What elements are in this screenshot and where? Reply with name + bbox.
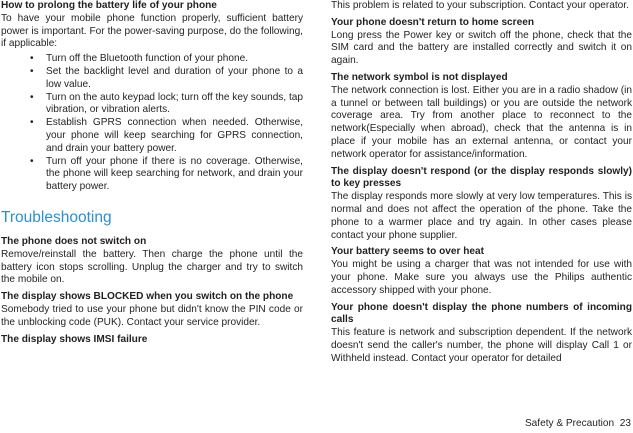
imsi-heading: The display shows IMSI failure bbox=[1, 333, 148, 345]
section-title-troubleshooting: Troubleshooting bbox=[1, 208, 112, 226]
incoming-text: This feature is network and subscription dependent. If the network doesn't send the caller's number, the phone will display Call 1 or Withheld instead. Contact your operator for detailed bbox=[331, 327, 632, 364]
heat-text: You might be using a charger that was not intended for use with your phone. Make sure you always use the Philips authentic accessory shipped with your phone. bbox=[331, 259, 632, 296]
display-text: The display responds more slowly at very low temperatures. This is normal and does not affect the operation of the phone. Take the phone to a warmer place and try again. In other cases please contact your phone supplier. bbox=[331, 191, 632, 241]
left-column bbox=[1, 0, 303, 346]
battery-heading: How to prolong the battery life of your phone bbox=[1, 0, 217, 11]
right-column bbox=[331, 0, 632, 366]
blocked-heading: The display shows BLOCKED when you switch on the phone bbox=[1, 291, 294, 303]
network-text: The network connection is lost. Either you are in a radio shadow (in a tunnel or between tall buildings) or you are outside the network coverage area. Try from another place to reconnect to the network(Especially when abroad), check that the antenna is in place if your mobile has an external antenna, or contact your network operator for assistance/information. bbox=[331, 84, 632, 160]
list-item: • Turn off the Bluetooth function of your phone. bbox=[1, 53, 303, 66]
no-switch-on-text: Remove/reinstall the battery. Then charge the phone until the battery icon stops scrolling. Unplug the charger and try to switch the mobile on. bbox=[1, 248, 303, 286]
incoming-heading: Your phone doesn't display the phone numbers of incoming calls bbox=[331, 301, 632, 326]
home-screen-heading: Your phone doesn't return to home screen bbox=[331, 16, 534, 28]
list-item: • Turn on the auto keypad lock; turn off the key sounds, tap vibration, or vibration alerts. bbox=[1, 92, 303, 118]
home-screen-text: Long press the Power key or switch off the phone, check that the SIM card and the battery are installed correctly and switch it on again. bbox=[331, 29, 632, 67]
heat-heading: Your battery seems to over heat bbox=[331, 246, 484, 258]
display-heading: The display doesn't respond (or the display responds slowly) to key presses bbox=[331, 165, 632, 190]
battery-intro: To have your mobile phone function properly, sufficient battery power is important. For the power-saving purpose, do the following, if applicable: bbox=[1, 12, 303, 50]
network-heading: The network symbol is not displayed bbox=[331, 71, 508, 83]
battery-tips-list bbox=[1, 53, 303, 194]
list-item: • Establish GPRS connection when needed. Otherwise, your phone will keep searching for GPRS connection, and drain your battery power. bbox=[1, 117, 303, 155]
list-item: • Turn off your phone if there is no coverage. Otherwise, the phone will keep searching for network, and drain your battery power. bbox=[1, 156, 303, 194]
blocked-text: Somebody tried to use your phone but didn't know the PIN code or the unblocking code (PUK). Contact your service provider. bbox=[1, 303, 303, 328]
footer-section: Safety & Precaution bbox=[524, 418, 615, 429]
list-item: • Set the backlight level and duration of your phone to a low value. bbox=[1, 66, 303, 92]
page-footer bbox=[525, 418, 631, 430]
imsi-text: This problem is related to your subscription. Contact your operator. bbox=[331, 0, 629, 11]
page-number: 23 bbox=[619, 418, 631, 429]
no-switch-on-heading: The phone does not switch on bbox=[1, 235, 147, 247]
